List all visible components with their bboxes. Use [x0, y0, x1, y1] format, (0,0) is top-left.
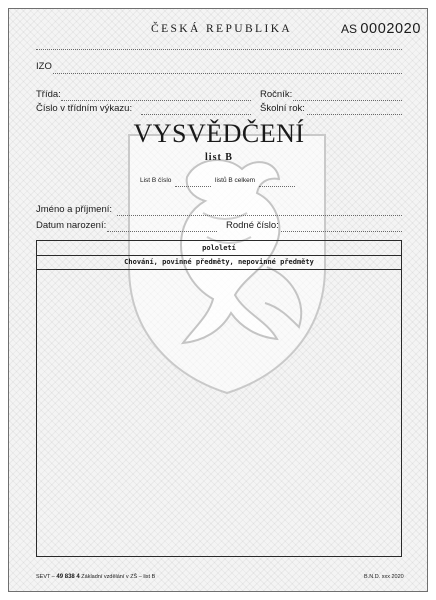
serial-number — [341, 21, 421, 37]
rodne-cislo-label: Rodné číslo: — [226, 220, 279, 231]
document-subtitle: list B — [205, 152, 233, 163]
table-divider-2 — [37, 269, 401, 270]
serial-prefix: AS — [341, 22, 358, 36]
rocnik-line — [293, 100, 402, 101]
footer-form-name: Základní vzdělání v ZŠ – list B — [81, 574, 156, 580]
list-b-cislo-label: List B číslo — [140, 177, 172, 184]
datum-narozeni-line — [107, 231, 217, 232]
footer-prefix: SEVT – — [36, 574, 55, 580]
table-divider-1 — [37, 255, 401, 256]
listu-b-celkem-label: listů B celkem — [215, 177, 256, 184]
table-header-semester: pololetí — [202, 244, 236, 252]
listu-b-celkem-line — [259, 186, 295, 187]
serial-digits: 0002020 — [360, 21, 422, 37]
rodne-cislo-line — [281, 231, 402, 232]
jmeno-label: Jméno a příjmení: — [36, 204, 113, 215]
datum-narozeni-label: Datum narození: — [36, 220, 107, 231]
rocnik-label: Ročník: — [260, 89, 293, 100]
footer-right-code: B.N.D. xxx 2020 — [364, 574, 404, 580]
list-b-cislo-line — [175, 186, 211, 187]
certificate-sheet — [8, 8, 428, 592]
document-title: VYSVĚDČENÍ — [133, 119, 305, 148]
jmeno-line — [117, 215, 402, 216]
footer-print-info — [36, 574, 155, 580]
izo-line — [53, 73, 402, 74]
skolni-rok-label: Školní rok: — [260, 103, 305, 114]
school-name-line — [36, 49, 402, 50]
country-name: ČESKÁ REPUBLIKA — [151, 23, 293, 35]
izo-label: IZO — [36, 61, 52, 72]
table-header-subjects: Chování, povinné předměty, nepovinné předměty — [124, 258, 314, 266]
trida-line — [61, 100, 251, 101]
skolni-rok-line — [307, 114, 402, 115]
cislo-vykazu-line — [141, 114, 251, 115]
cislo-vykazu-label: Číslo v třídním výkazu: — [36, 103, 133, 114]
grades-table — [36, 240, 402, 557]
footer-code: 49 838 4 — [56, 574, 80, 580]
trida-label: Třída: — [36, 89, 61, 100]
